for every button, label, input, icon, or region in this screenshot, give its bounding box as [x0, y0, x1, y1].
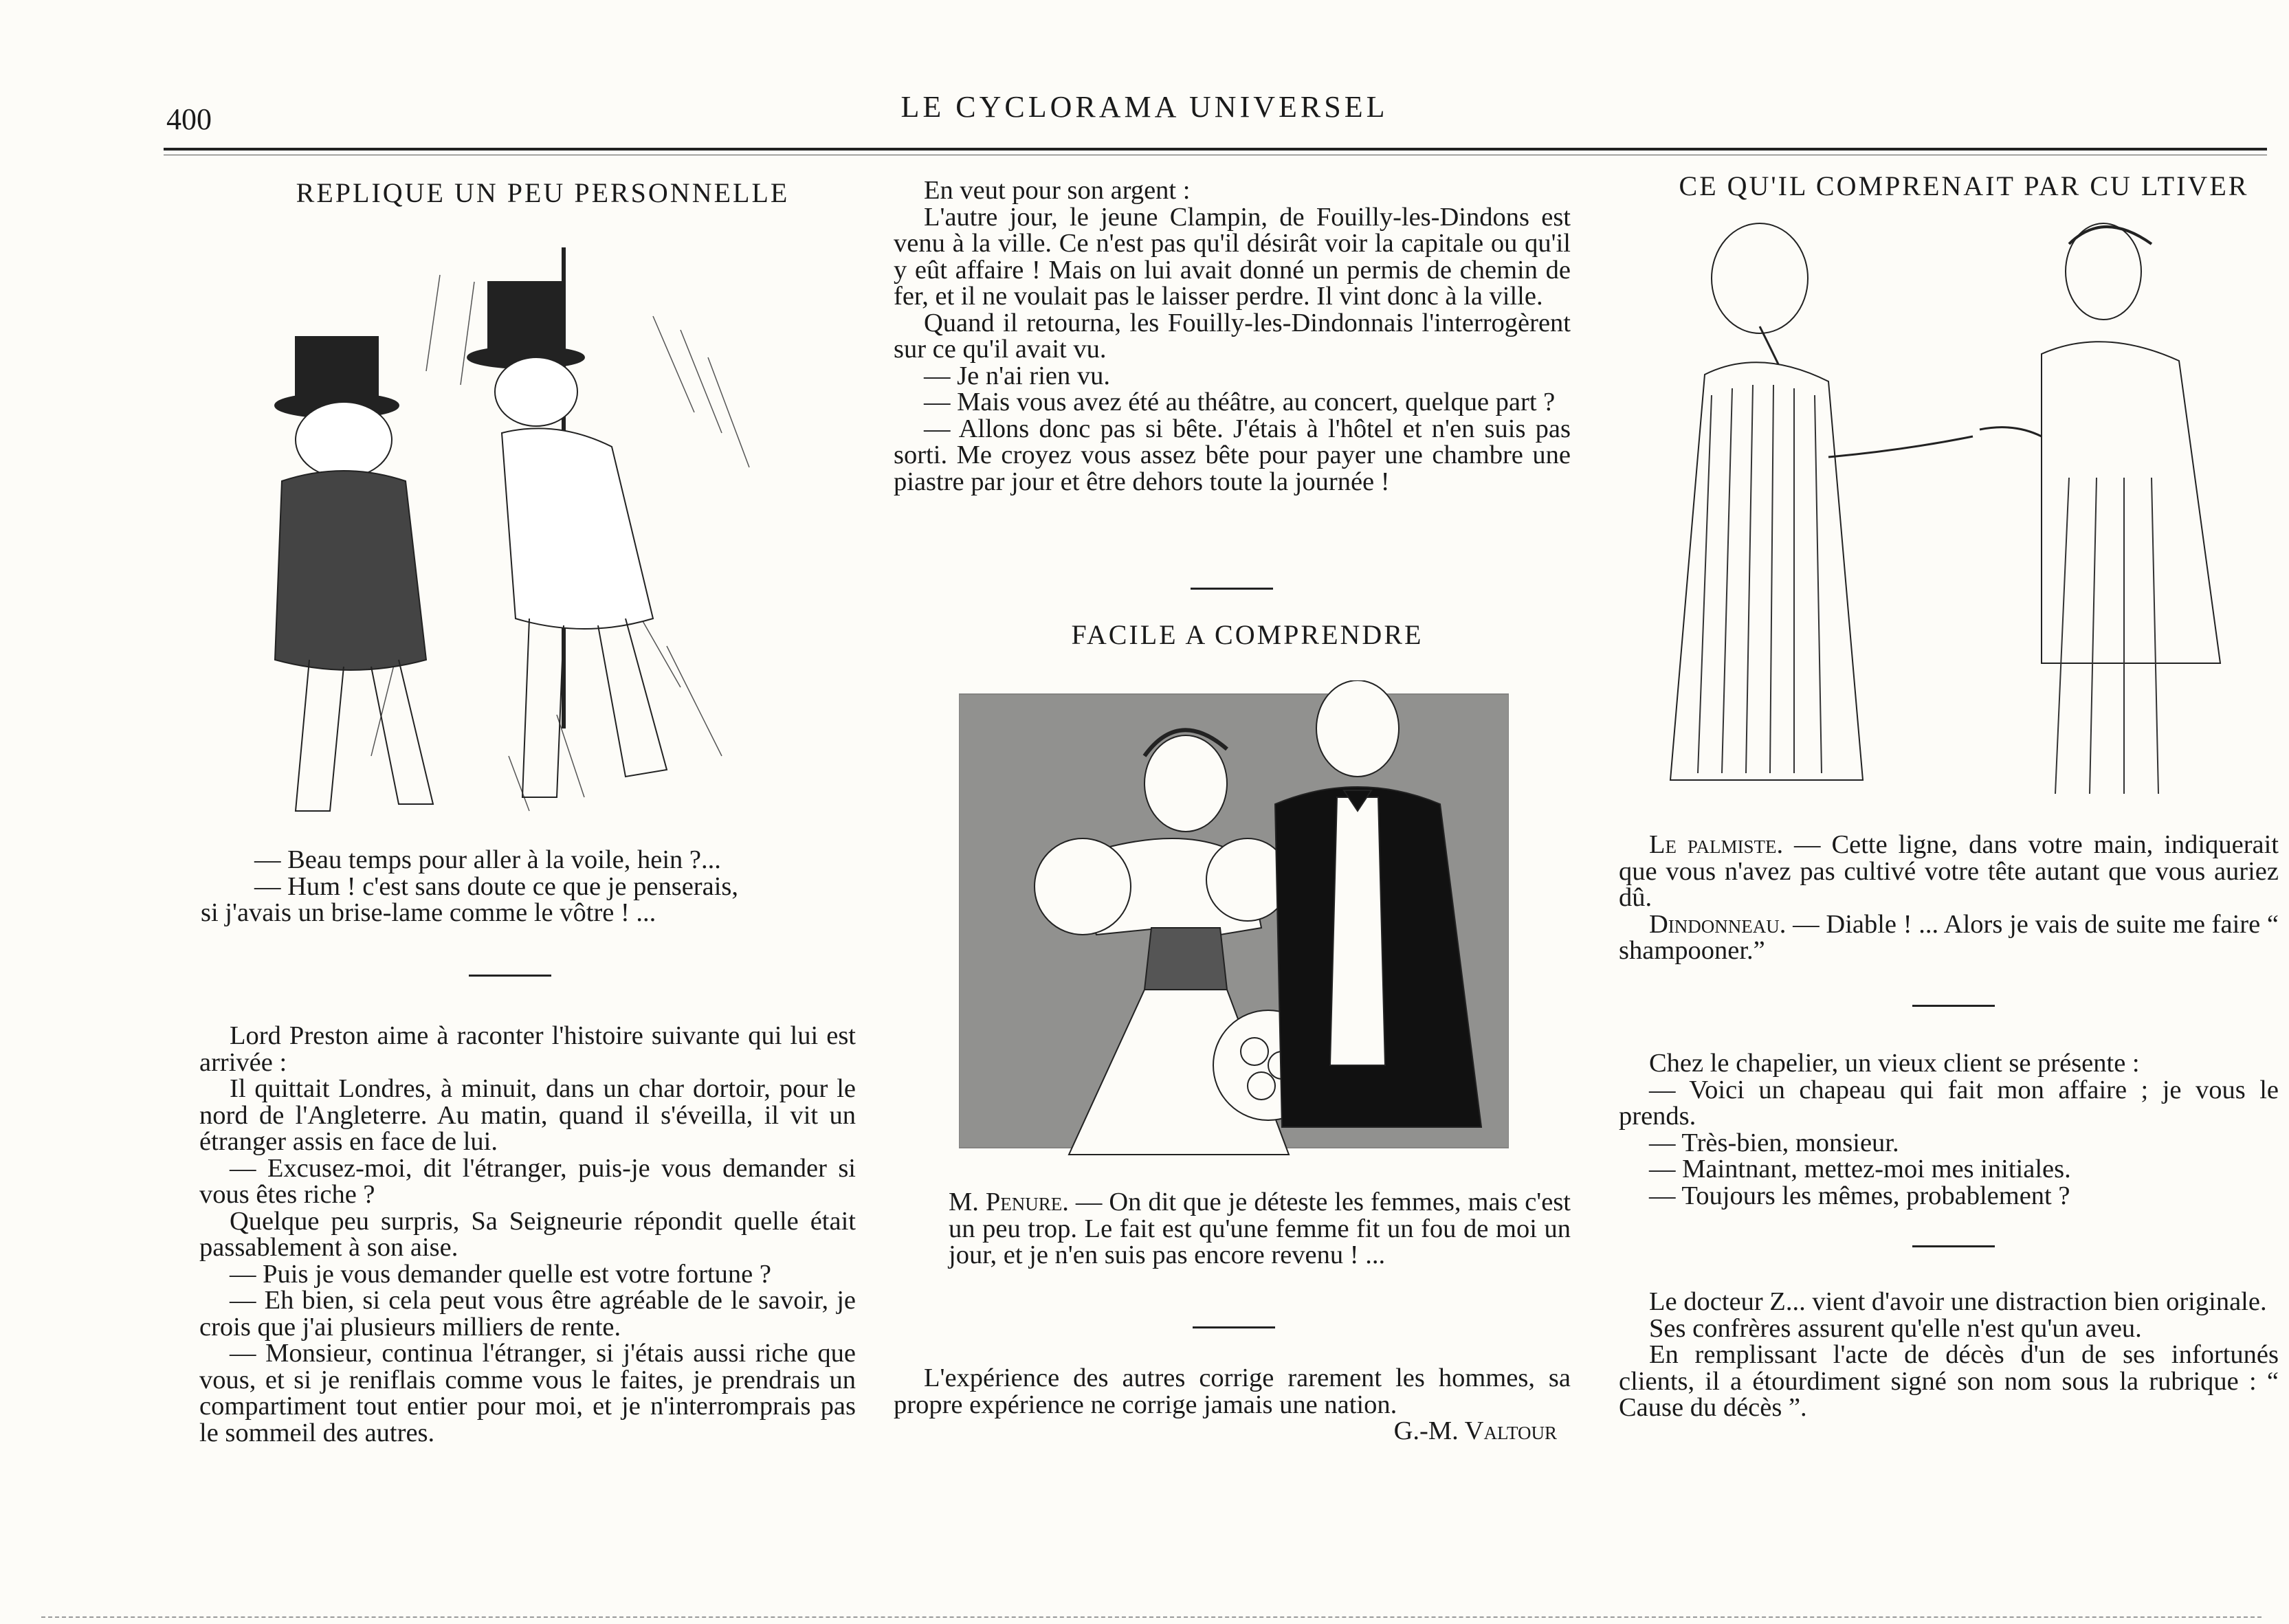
dialogue-line	[1619, 911, 2279, 964]
separator-2	[1191, 588, 1273, 590]
page-number: 400	[166, 102, 212, 136]
speaker-name: M. Penure.	[949, 1188, 1069, 1216]
caption-line-1: — Beau temps pour aller à la voile, hein ?...	[254, 845, 721, 874]
story-paragraph: — Je n'ai rien vu.	[924, 361, 1111, 390]
speaker-name: Dindonneau.	[1649, 909, 1787, 939]
story-paragraph: Lord Preston aime à raconter l'histoire suivante qui lui est arrivée :	[199, 1021, 856, 1077]
story-paragraph: En veut pour son argent :	[924, 176, 1191, 205]
column-1-headline	[199, 177, 856, 208]
illustration-palmist	[1657, 216, 2262, 801]
story-paragraph: L'autre jour, le jeune Clampin, de Fouilly-les-Dindons est venu à la ville. Ce n'est pas qu'il désirât voir la capitale ou qu'il y eût affaire ! Mais on lui avait donné un permis de chemin de fer, et il ne voulait pas le laisser perdre. Il vint donc à la ville.	[894, 202, 1571, 311]
footer-rule	[41, 1616, 2262, 1618]
header-rule	[164, 148, 2267, 151]
story-paragraph: — Mais vous avez été au théâtre, au concert, quelque part ?	[924, 388, 1556, 416]
story-lord-preston	[199, 1023, 856, 1446]
story-paragraph: — Toujours les mêmes, probablement ?	[1649, 1181, 2070, 1210]
story-hatter	[1619, 1050, 2279, 1209]
caption-line-2: — Hum ! c'est sans doute ce que je penserais,	[254, 871, 738, 901]
illustration-two-gentlemen-rain	[268, 234, 777, 818]
cartoon-couple-drawing	[959, 680, 1509, 1168]
separator-3	[1193, 1326, 1275, 1328]
separator-5	[1912, 1245, 1995, 1247]
maxim-block	[894, 1365, 1571, 1445]
dialogue-line	[1619, 832, 2279, 911]
story-paragraph: Quand il retourna, les Fouilly-les-Dindonnais l'interrogèrent sur ce qu'il avait vu.	[894, 308, 1571, 364]
column-3-headline	[1619, 170, 2279, 201]
running-head: LE CYCLORAMA UNIVERSEL	[900, 90, 1389, 124]
caption-facile	[894, 1189, 1571, 1269]
cartoon-palmist-drawing	[1657, 216, 2262, 801]
story-paragraph: En remplissant l'acte de décès d'un de ses infortunés clients, il a étourdiment signé son nom sous la rubrique : “ Cause du décès ”.	[1619, 1340, 2279, 1422]
story-paragraph: — Allons donc pas si bête. J'étais à l'hôtel et n'en suis pas sorti. Me croyez vous assez bête pour payer une chambre une piastre par jour et être dehors toute la journée !	[894, 414, 1571, 496]
dialogue-text: — Cette ligne, dans votre main, indiquerait que vous n'avez pas cultivé votre tête autant que vous auriez dû.	[1619, 830, 2279, 912]
separator-4	[1912, 1005, 1995, 1007]
story-paragraph: — Puis je vous demander quelle est votre fortune ?	[230, 1259, 771, 1289]
caption-facile-text	[949, 1189, 1571, 1269]
story-paragraph: Chez le chapelier, un vieux client se présente :	[1649, 1049, 2140, 1078]
headline-facile: FACILE A COMPRENDRE	[1071, 619, 1424, 650]
story-paragraph: — Très-bien, monsieur.	[1649, 1128, 1899, 1157]
story-paragraph: — Maintnant, mettez-moi mes initiales.	[1649, 1155, 2071, 1183]
story-paragraph: Le docteur Z... vient d'avoir une distraction bien originale.	[1649, 1287, 2267, 1316]
signature: G.-M. Valtour	[1393, 1416, 1557, 1445]
caption-replique	[199, 847, 856, 926]
story-paragraph: Il quittait Londres, à minuit, dans un char dortoir, pour le nord de l'Angleterre. Au matin, quand il s'éveilla, il vit un étranger assis en face de lui.	[199, 1074, 856, 1156]
story-paragraph: — Monsieur, continua l'étranger, si j'étais aussi riche que vous, et si je reniflais comme vous le faites, je prendrais un compartiment tout entier pour moi, et je n'interromprais pas le sommeil des autres.	[199, 1339, 856, 1447]
column-2-headline	[894, 619, 1571, 650]
story-paragraph: — Excusez-moi, dit l'étranger, puis-je vous demander si vous êtes riche ?	[199, 1153, 856, 1209]
speaker-name: Le palmiste.	[1649, 830, 1784, 859]
maxim-text: L'expérience des autres corrige rarement les hommes, sa propre expérience ne corrige jamais une nation.	[894, 1364, 1571, 1419]
story-paragraph: Quelque peu surpris, Sa Seigneurie répondit quelle était passablement à son aise.	[199, 1206, 856, 1262]
story-paragraph: — Voici un chapeau qui fait mon affaire ; je vous le prends.	[1619, 1075, 2279, 1131]
story-paragraph: Ses confrères assurent qu'elle n'est qu'un aveu.	[1649, 1313, 2142, 1343]
cartoon-rain-drawing	[268, 234, 777, 818]
illustration-couple	[959, 680, 1509, 1168]
headline-cultiver: CE QU'IL COMPRENAIT PAR CU LTIVER	[1679, 170, 2249, 201]
separator-1	[469, 975, 551, 977]
dialogue-text: — Diable ! ... Alors je vais de suite me faire “ shampooner.”	[1619, 909, 2279, 965]
caption-line-3: si j'avais un brise-lame comme le vôtre ! ...	[201, 898, 656, 927]
story-clampin	[894, 177, 1571, 495]
story-paragraph: — Eh bien, si cela peut vous être agréable de le savoir, je crois que j'ai plusieurs milliers de rente.	[199, 1286, 856, 1342]
dialogue-palmist	[1619, 832, 2279, 964]
headline-replique: REPLIQUE UN PEU PERSONNELLE	[296, 177, 790, 208]
story-doctor	[1619, 1289, 2279, 1421]
caption-text: — On dit que je déteste les femmes, mais c'est un peu trop. Le fait est qu'une femme fit un fou de moi un jour, et je n'en suis pas encore revenu ! ...	[949, 1188, 1571, 1269]
